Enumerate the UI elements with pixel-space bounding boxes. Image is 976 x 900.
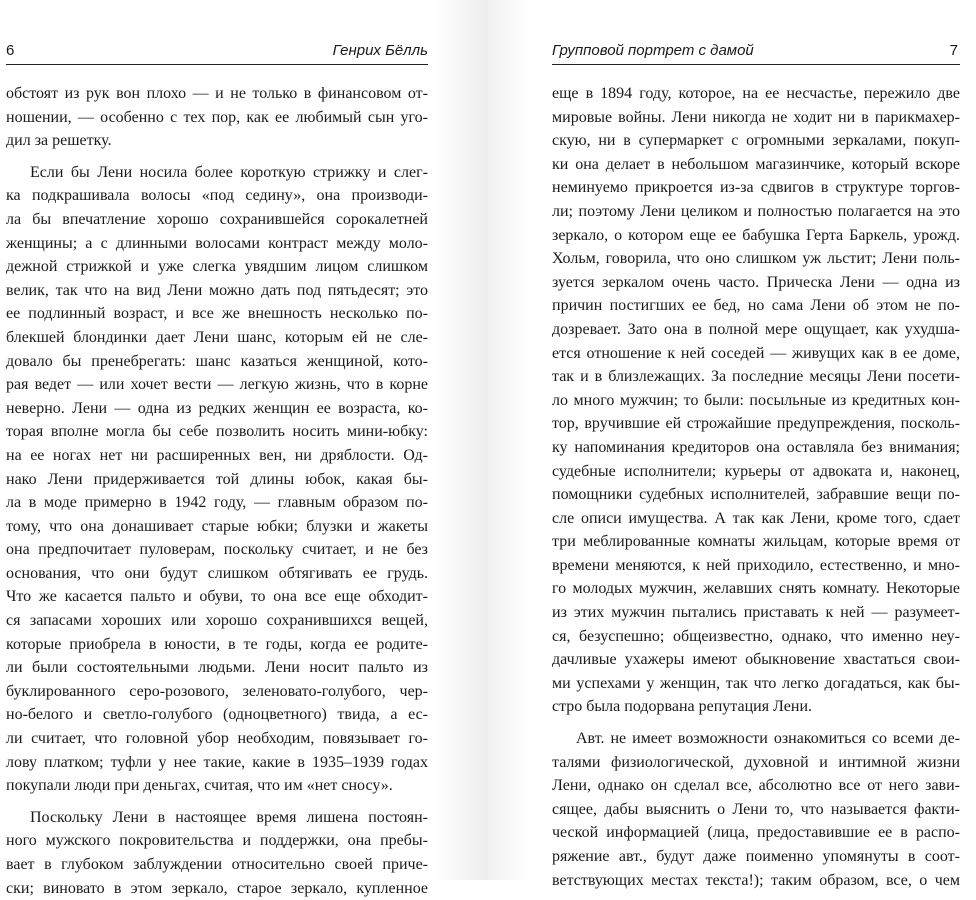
left-running-header — [6, 40, 428, 65]
text-line: нако Лени придерживается той длины юбок, какая бы- — [6, 470, 428, 488]
text-line: ется отношение к ней соседей — живущих как в ее доме, — [552, 344, 960, 362]
text-line: Если бы Лени носила более короткую стрижку и слег- — [30, 163, 428, 181]
text-line: ла бы впечатление хорошо сохранившейся сорокалетней — [6, 210, 428, 228]
text-line: дачливые ухажеры имеют обыкновение хвастаться свои- — [552, 651, 960, 669]
text-line: ся запасами хороших или хорошо сохранившихся вещей, — [6, 612, 428, 630]
left-running-head-author: Генрих Бёлль — [332, 42, 428, 59]
text-line: она предпочитает пуловерам, поскольку считает, и не без — [6, 541, 428, 559]
text-line: мировые войны. Лени никогда не ходит ни в парикмахер- — [552, 108, 960, 126]
text-line: ли считает, что головной убор необходим, повязывает го- — [6, 730, 428, 748]
left-page-body — [6, 82, 428, 900]
text-line: дежной стрижкой и уже слегка увядшим лицом слишком — [6, 258, 428, 276]
text-line: еще в 1894 году, которое, на ее несчастье, пережило две — [552, 85, 960, 102]
text-line: довало бы пренебрегать: шанс казаться женщиной, кото- — [6, 352, 428, 370]
text-line: так и в близлежащих. За последние месяцы Лени посети- — [552, 368, 960, 386]
text-line: женщины; а с длинными волосами контраст между моло- — [6, 234, 428, 252]
text-line: скую, ни в супермаркет с огромными зеркалами, покуп- — [552, 132, 960, 150]
text-line: дозревает. Зато она в полной мере ощущает, как ухудша- — [552, 320, 960, 338]
text-line: причин постигших ее бед, но сама Лени об этом не по- — [552, 297, 960, 315]
text-line: тор, вручившие ей строжайшие предупреждения, посколь- — [552, 415, 960, 433]
text-line: неминуемо прикроется из-за сдвигов в структуре торгов- — [552, 179, 960, 197]
text-line: ного мужского покровительства и поддержки, она пребы- — [6, 832, 428, 850]
text-line: неверно. Лени — одна из редких женщин ее возраста, ко- — [6, 399, 428, 417]
right-page — [488, 0, 976, 889]
text-line: на ее ногах нет ни расширенных вен, ни дряблости. Од- — [6, 446, 428, 464]
text-line: из этих мужчин пытались приставать к ней — разумеет- — [552, 604, 960, 622]
text-line: ла в моде примерно в 1942 году, — главным образом по- — [6, 494, 428, 512]
right-running-head-title: Групповой портрет с дамой — [552, 42, 754, 59]
text-line: торая вполне могла бы себе позволить носить мини-юбку: — [6, 423, 428, 441]
text-line: ношении, — особенно с тех пор, как ее любимый сын уго- — [6, 108, 428, 126]
text-line: основания, что они будут слишком обтягивать ее грудь. — [6, 564, 428, 582]
text-line: помощники судебных исполнителей, забравшие вещи по- — [552, 486, 960, 504]
text-line: ветствующих местах текста!); таким образом, все, о чем — [552, 871, 960, 889]
right-running-header — [552, 40, 960, 65]
text-line: Поскольку Лени в настоящее время лишена постоян- — [30, 808, 428, 826]
text-line: лову платком; туфли у нее такие, какие в 1935–1939 годах — [6, 753, 428, 771]
text-line: ческой информацией (лица, предоставившие ее в распо- — [552, 824, 960, 842]
text-line: ее подлинный возраст, и все же внешность несколько по- — [6, 305, 428, 323]
text-line: Хольм, говорила, что оно слишком уж льстит; Лени поль- — [552, 250, 960, 268]
text-line: но-белого и светло-голубого (одноцветного) твида, а ес- — [6, 706, 428, 724]
left-page-number: 6 — [6, 42, 15, 59]
text-line: ски; виновато в этом зеркало, старое зеркало, купленное — [6, 879, 428, 897]
text-line: покупали люди при деньгах, считая, что им «нет сносу». — [6, 777, 393, 795]
text-line: сящее, дабы выяснить о Лени то, что называется факти- — [552, 800, 960, 818]
text-line: ку напоминания кредиторов она оставляла без внимания; — [552, 438, 960, 456]
text-line: рая ведет — или хочет вести — легкую жизнь, что в корне — [6, 376, 428, 394]
text-line: ки она делает в небольшом магазинчике, который вскоре — [552, 155, 960, 173]
text-line: тому, что она донашивает старые юбки; блузки и жакеты — [6, 517, 428, 535]
text-line: дил за решетку. — [6, 132, 112, 150]
gutter-shadow — [433, 0, 488, 880]
text-line: Что же касается пальто и обуви, то она все еще обходит- — [6, 588, 428, 606]
text-line: ся, безуспешно; общеизвестно, однако, что именно неу- — [552, 627, 960, 645]
text-line: вает в глубоком заблуждении относительно своей приче- — [6, 856, 428, 873]
text-line: ряжение авт., будут даже поименно упомянуты в соот- — [552, 848, 960, 865]
text-line: три меблированные комнаты жильцам, которые время от — [552, 533, 960, 551]
text-line: стро была подорвана репутация Лени. — [552, 698, 813, 716]
text-line: ли; поэтому Лени целиком и полностью полагается на это — [552, 202, 960, 220]
text-line: талями физиологической, духовной и интимной жизни — [552, 753, 960, 771]
text-line: ми успехами у женщин, так что легко догадаться, как бы- — [552, 674, 960, 692]
right-page-number: 7 — [949, 42, 958, 59]
right-page-body — [552, 82, 960, 892]
text-line: Лени, однако он сделал все, абсолютно все от него зави- — [552, 777, 960, 795]
left-page — [0, 0, 488, 897]
text-line: велик, так что на вид Лени можно дать под пятьдесят; это — [6, 281, 428, 299]
text-line: которые приобрела в юности, в те годы, когда ее родите- — [6, 635, 428, 653]
gutter-shadow — [488, 0, 528, 880]
text-line: буклированного серо-розового, зеленовато-голубого, чер- — [6, 682, 428, 700]
text-line: ло много мужчин; то были: посыльные из кредитных кон- — [552, 391, 960, 409]
text-line: Авт. не имеет возможности ознакомиться со всеми де- — [576, 730, 960, 748]
text-line: судебные исполнители; курьеры от адвоката и, наконец, — [552, 462, 960, 480]
text-line: ли были состоятельными людьми. Лени носит пальто из — [6, 659, 428, 677]
text-line: зуется зеркалом очень часто. Прическа Лени — одна из — [552, 273, 960, 291]
text-line: обстоят из рук вон плохо — и не только в финансовом от- — [6, 85, 428, 102]
text-line: ка подкрашивала волосы «под седину», она производи- — [6, 187, 428, 205]
text-line: зеркало, о котором еще ее бабушка Герта Баркель, урожд. — [552, 226, 960, 244]
text-line: сле описи имущества. А так как Лени, кроме того, сдает — [552, 509, 960, 527]
text-line: блекшей блондинки дает Лени шанс, которым ей не сле- — [6, 328, 428, 346]
text-line: времени меняются, к ней приходило, естественно, и мно- — [552, 556, 960, 574]
text-line: го молодых мужчин, желавших снять комнату. Некоторые — [552, 580, 960, 598]
